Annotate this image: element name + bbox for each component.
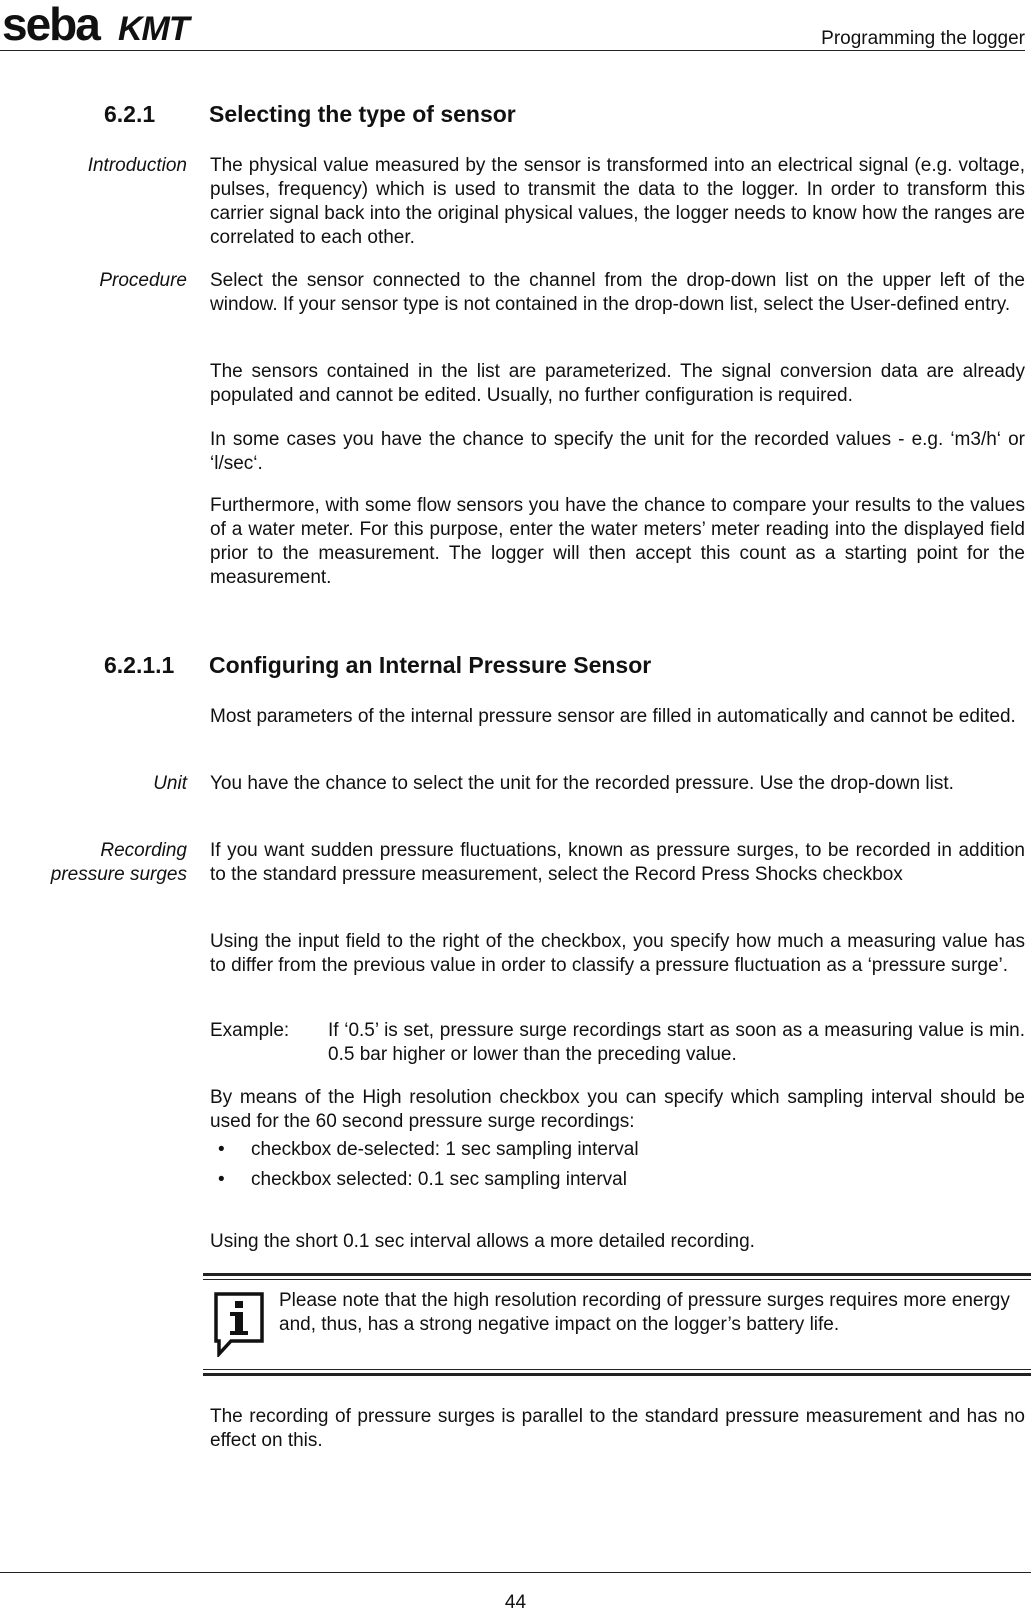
note-bottom-rule bbox=[203, 1369, 1031, 1376]
unit-chance-paragraph: In some cases you have the chance to specify the unit for the recorded values - e.g. ‘m3/h‘ or ‘l/sec‘. bbox=[210, 429, 1025, 474]
high-resolution-paragraph: By means of the High resolution checkbox you can specify which sampling interval should be used for the 60 second pressure surge recordings: bbox=[210, 1087, 1025, 1132]
page-number: 44 bbox=[504, 1592, 527, 1613]
parallel-paragraph: The recording of pressure surges is parallel to the standard pressure measurement and has no effect on this. bbox=[210, 1406, 1025, 1451]
unit-paragraph: You have the chance to select the unit for the recorded pressure. Use the drop-down list. bbox=[210, 773, 954, 794]
section-number: 6.2.1 bbox=[104, 101, 156, 127]
logo-seba-text: seba bbox=[2, 0, 99, 46]
example-label: Example: bbox=[210, 1020, 290, 1041]
recording-paragraph: If you want sudden pressure fluctuations, known as pressure surges, to be recorded in addition to the standard pressure measurement, select the Record Press Shocks checkbox bbox=[210, 840, 1025, 885]
water-meter-paragraph: Furthermore, with some flow sensors you have the chance to compare your results to the values of a water meter. For this purpose, enter the water meters’ meter reading into the displayed field prior to the measurement. The logger will then accept this count as a starting point for the measurement. bbox=[210, 495, 1025, 588]
side-label-recording bbox=[51, 839, 187, 887]
most-parameters-paragraph: Most parameters of the internal pressure sensor are filled in automatically and cannot be edited. bbox=[210, 706, 1016, 727]
info-icon bbox=[213, 1291, 265, 1357]
sebakmt-logo bbox=[2, 0, 226, 46]
example-block bbox=[210, 1019, 1025, 1067]
bullet-icon: • bbox=[218, 1139, 225, 1160]
section-title: Selecting the type of sensor bbox=[209, 101, 516, 127]
side-label-procedure: Procedure bbox=[99, 270, 187, 291]
side-label-recording-line1: Recording bbox=[100, 840, 187, 861]
parameterized-paragraph: The sensors contained in the list are parameterized. The signal conversion data are already populated and cannot be edited. Usually, no further configuration is required. bbox=[210, 361, 1025, 406]
header-section-title: Programming the logger bbox=[821, 28, 1025, 49]
side-label-recording-line2: pressure surges bbox=[50, 864, 187, 885]
procedure-paragraph: Select the sensor connected to the channel from the drop-down list on the upper left of the window. If your sensor type is not contained in the drop-down list, select the User-defined entry. bbox=[210, 270, 1025, 315]
footer-divider bbox=[0, 1572, 1031, 1573]
subsection-title: Configuring an Internal Pressure Sensor bbox=[209, 652, 652, 678]
sampling-interval-list bbox=[210, 1135, 1025, 1195]
bullet-icon: • bbox=[218, 1169, 225, 1190]
side-label-introduction: Introduction bbox=[87, 155, 187, 176]
list-item: • checkbox de-selected: 1 sec sampling interval bbox=[210, 1135, 1025, 1165]
note-text: Please note that the high resolution recording of pressure surges requires more energy and, thus, has a strong negative impact on the logger’s battery life. bbox=[279, 1290, 1010, 1335]
input-field-paragraph: Using the input field to the right of the checkbox, you specify how much a measuring value has to differ from the previous value in order to classify a pressure fluctuation as a ‘pressure surge’. bbox=[210, 931, 1025, 976]
side-label-unit: Unit bbox=[153, 773, 187, 794]
list-item: • checkbox selected: 0.1 sec sampling interval bbox=[210, 1165, 1025, 1195]
example-text: If ‘0.5’ is set, pressure surge recordings start as soon as a measuring value is min. 0.5 bar higher or lower than the preceding value. bbox=[328, 1020, 1025, 1065]
logo-kmt-text: KMT bbox=[118, 10, 189, 46]
subsection-number: 6.2.1.1 bbox=[104, 652, 175, 678]
short-interval-paragraph: Using the short 0.1 sec interval allows a more detailed recording. bbox=[210, 1231, 755, 1252]
header-divider bbox=[0, 50, 1025, 51]
note-top-rule bbox=[203, 1273, 1031, 1280]
intro-paragraph: The physical value measured by the sensor is transformed into an electrical signal (e.g. voltage, pulses, frequency) which is used to transmit the data to the logger. In order to transform this carrier signal back into the original physical values, the logger needs to know how the ranges are correlated to each other. bbox=[210, 155, 1025, 248]
